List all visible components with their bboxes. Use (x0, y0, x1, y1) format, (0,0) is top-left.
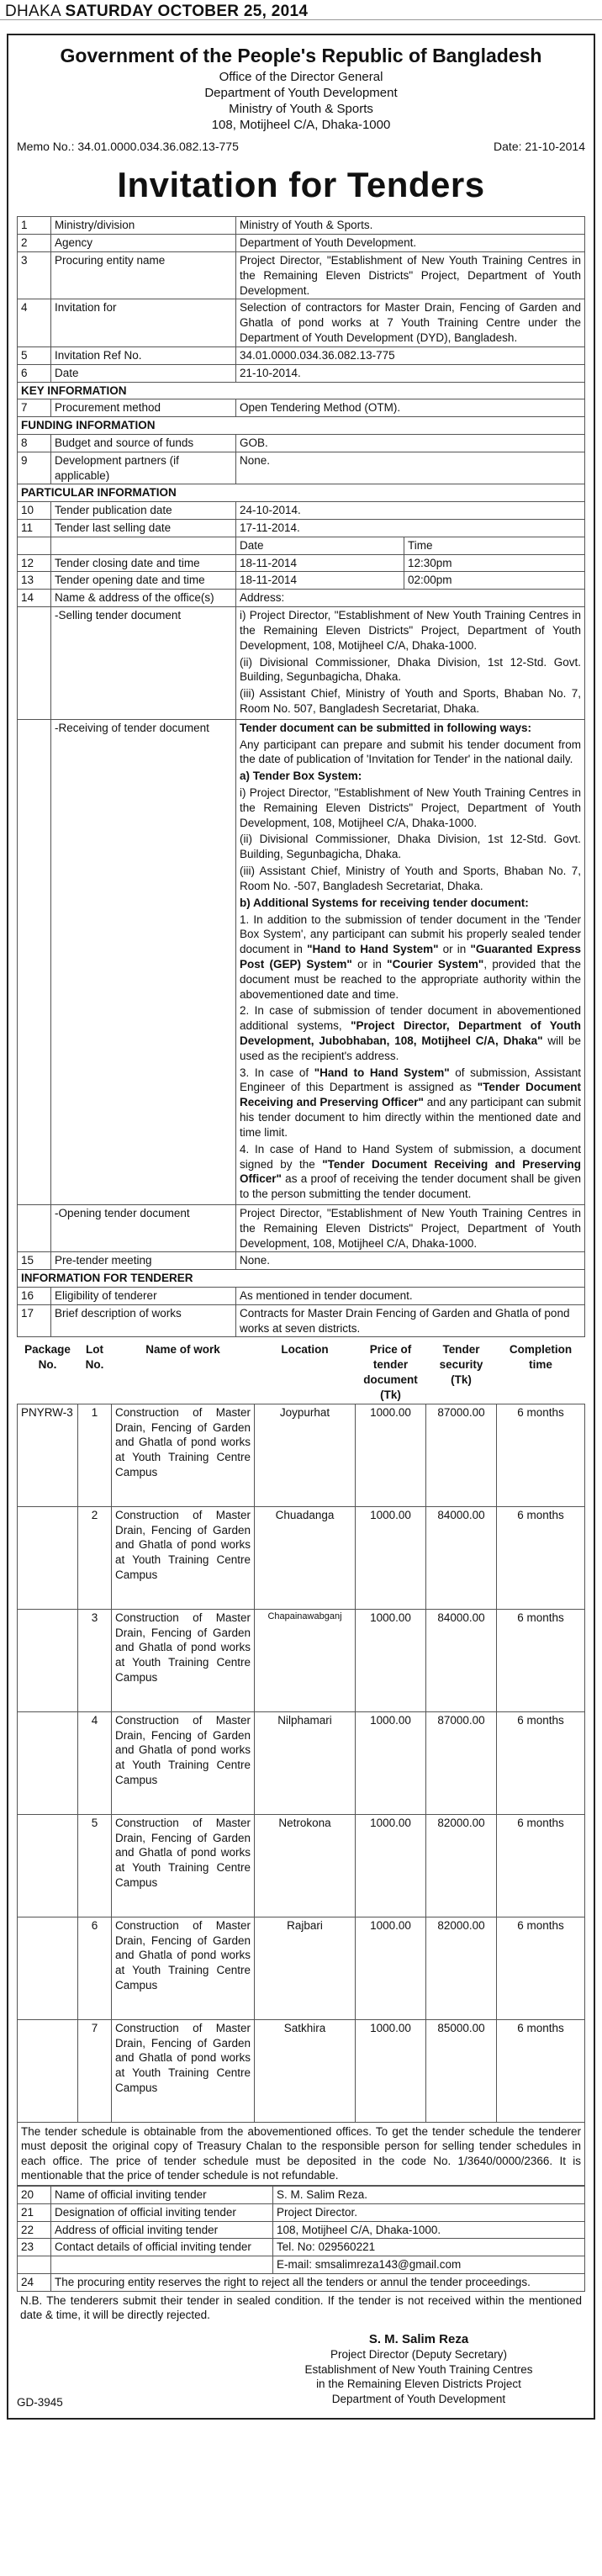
row-label: Invitation for (51, 299, 236, 346)
table-row (18, 502, 585, 520)
completion-time: 6 months (497, 1814, 585, 1917)
work-name: Construction of Master Drain, Fencing of Garden and Ghatla of pond works at Youth Training Centre Campus (112, 1609, 255, 1711)
work-header: Name of work (112, 1337, 255, 1404)
lot-row (18, 2019, 585, 2122)
row-label: Tender closing date and time (51, 554, 236, 572)
tender-box-address-3: (iii) Assistant Chief, Ministry of Youth and Sports, Bhaban No. 7, Room No. -507, Bangladesh Secretariat, Dhaka. (240, 865, 581, 892)
selling-address-3: (iii) Assistant Chief, Ministry of Youth and Sports, Bhaban No. 7, Room No. 507, Bangladesh Secretariat, Dhaka. (240, 687, 581, 715)
row-label: Brief description of works (51, 1304, 236, 1337)
section-heading (18, 484, 585, 502)
receiving-heading: Tender document can be submitted in following ways: (240, 721, 532, 734)
row-number: 1 (18, 217, 51, 235)
lots-table (17, 1337, 585, 2122)
official-address: 108, Motijheel C/A, Dhaka-1000. (273, 2221, 585, 2239)
row-number: 16 (18, 1288, 51, 1305)
masthead-city: DHAKA (5, 3, 61, 20)
tender-document-price: 1000.00 (356, 1404, 426, 1506)
time-header: Completion time (497, 1337, 585, 1404)
row-label: Name & address of the office(s) (51, 590, 236, 607)
row-value: 17-11-2014. (236, 520, 585, 537)
row-label: Designation of official inviting tender (51, 2203, 273, 2221)
lot-number: 6 (78, 1917, 112, 2019)
row-value: 24-10-2014. (236, 502, 585, 520)
completion-time: 6 months (497, 1711, 585, 1814)
lot-location: Chuadanga (255, 1506, 356, 1609)
lots-header-row (18, 1337, 585, 1404)
table-row (18, 1252, 585, 1270)
row-number: 20 (18, 2186, 51, 2203)
row-number: 5 (18, 346, 51, 364)
row-number: 4 (18, 299, 51, 346)
package-header: Package No. (18, 1337, 78, 1404)
lot-location: Satkhira (255, 2019, 356, 2122)
completion-time: 6 months (497, 2019, 585, 2122)
package-cell (18, 1711, 78, 1814)
official-contact (273, 2239, 585, 2256)
work-name: Construction of Master Drain, Fencing of Garden and Ghatla of pond works at Youth Training Centre Campus (112, 1711, 255, 1814)
nb-note: N.B. The tenderers submit their tender in sealed condition. If the tender is not received within the mentioned date & time, it will be directly rejected. (20, 2293, 582, 2322)
row-value: Ministry of Youth & Sports. (236, 217, 585, 235)
lot-number: 3 (78, 1609, 112, 1711)
official-email: E-mail: smsalimreza143@gmail.com (273, 2256, 585, 2274)
section-heading (18, 1270, 585, 1288)
row-number: 9 (18, 452, 51, 484)
row-number: 10 (18, 502, 51, 520)
tender-document-price: 1000.00 (356, 1917, 426, 2019)
table-row (18, 2186, 585, 2203)
package-cell (18, 1506, 78, 1609)
work-name: Construction of Master Drain, Fencing of Garden and Ghatla of pond works at Youth Training Centre Campus (112, 2019, 255, 2122)
additional-systems-heading: b) Additional Systems for receiving tender document: (240, 896, 529, 909)
table-row (18, 2256, 585, 2274)
row-number: 17 (18, 1304, 51, 1337)
row-value: 34.01.0000.034.36.082.13-775 (236, 346, 585, 364)
row-value: None. (236, 452, 585, 484)
tender-box-address-2: (ii) Divisional Commissioner, Dhaka Division, 1st 12-Std. Govt. Building, Segunbagicha, Dhaka. (240, 833, 581, 861)
row-label: Development partners (if applicable) (51, 452, 236, 484)
additional-system-1: 1. In addition to the submission of tender document in the 'Tender Box System', any participant can submit his properly sealed tender document in "Hand to Hand System" or in "Guaranted Express Post (GEP) System" or in "Courier System", provided that the document must be reached to the appropriate authority within the abovementioned date and time. (240, 912, 582, 1001)
row-label: Tender opening date and time (51, 572, 236, 590)
memo-date: Date: 21-10-2014 (494, 139, 585, 153)
row-value: Address: (236, 590, 585, 607)
row-number: 6 (18, 364, 51, 382)
row-value: Department of Youth Development. (236, 235, 585, 252)
table-row (18, 2221, 585, 2239)
lot-number: 7 (78, 2019, 112, 2122)
newspaper-masthead (0, 0, 602, 20)
table-row (18, 364, 585, 382)
closing-time: 12:30pm (404, 554, 585, 572)
section-information-for-tenderer: INFORMATION FOR TENDERER (18, 1270, 585, 1288)
lot-header: Lot No. (78, 1337, 112, 1404)
row-label: Address of official inviting tender (51, 2221, 273, 2239)
row-value: As mentioned in tender document. (236, 1288, 585, 1305)
header-block (17, 44, 585, 134)
table-row (18, 217, 585, 235)
additional-system-4: 4. In case of Hand to Hand System of submission, a document signed by the "Tender Document Receiving and Preserving Officer" as a proof of receiving the tender document shall be given to the person submitting the tender document. (240, 1142, 581, 1201)
ministry-line: Ministry of Youth & Sports (229, 102, 373, 117)
section-heading (18, 417, 585, 435)
tender-security: 82000.00 (426, 1917, 497, 2019)
additional-system-3: 3. In case of "Hand to Hand System" of submission, Assistant Engineer of this Department is assigned as "Tender Document Receiving and Preserving Officer" and any participant can submit his tender document to him directly within the mentioned date and time limit. (240, 1066, 582, 1139)
address-line: 108, Motijheel C/A, Dhaka-1000 (211, 118, 391, 133)
row-value: Selection of contractors for Master Drain, Fencing of Garden and Ghatla of pond works at 7 Youth Training Centre under the Department of Youth Development (DYD), Bangladesh. (236, 299, 585, 346)
date-column-header: Date (236, 537, 404, 554)
memo-row (17, 139, 585, 154)
selling-label: -Selling tender document (51, 607, 236, 720)
office-line: Office of the Director General (219, 69, 383, 84)
work-name: Construction of Master Drain, Fencing of Garden and Ghatla of pond works at Youth Training Centre Campus (112, 1814, 255, 1917)
row-value: GOB. (236, 434, 585, 452)
official-designation: Project Director. (273, 2203, 585, 2221)
completion-time: 6 months (497, 1609, 585, 1711)
tender-security: 84000.00 (426, 1506, 497, 1609)
lot-number: 1 (78, 1404, 112, 1506)
table-row (18, 554, 585, 572)
lot-location: Nilphamari (255, 1711, 356, 1814)
opening-label: -Opening tender document (51, 1204, 236, 1251)
table-row (18, 2273, 585, 2291)
row-number: 23 (18, 2239, 51, 2256)
page-title: Invitation for Tenders (117, 164, 485, 204)
lot-row (18, 1506, 585, 1609)
row-label: Invitation Ref No. (51, 346, 236, 364)
opening-time: 02:00pm (404, 572, 585, 590)
schedule-note: The tender schedule is obtainable from the abovementioned offices. To get the tender schedule the tenderer must deposit the original copy of Treasury Chalan to the responsible person for selling tender schedules in each office. The price of tender schedule must be deposited in the code No. 1/3640/0000/2366. It is mentionable that the price of tender schedule is not refundable. (17, 2123, 585, 2186)
officials-table (17, 2186, 585, 2292)
row-number: 15 (18, 1252, 51, 1270)
row-number: 13 (18, 572, 51, 590)
work-name: Construction of Master Drain, Fencing of Garden and Ghatla of pond works at Youth Training Centre Campus (112, 1506, 255, 1609)
row-label: Ministry/division (51, 217, 236, 235)
lot-row (18, 1404, 585, 1506)
table-row (18, 572, 585, 590)
row-label: Agency (51, 235, 236, 252)
lot-row (18, 1609, 585, 1711)
row-value: 21-10-2014. (236, 364, 585, 382)
lot-location: Rajbari (255, 1917, 356, 2019)
row-label: Procuring entity name (51, 252, 236, 299)
tender-document-price: 1000.00 (356, 1711, 426, 1814)
section-heading (18, 382, 585, 399)
row-number: 22 (18, 2221, 51, 2239)
signatory-designation: Project Director (Deputy Secretary) (330, 2348, 508, 2362)
price-header: Price of tender document (Tk) (356, 1337, 426, 1404)
table-row (18, 537, 585, 554)
row-label: Date (51, 364, 236, 382)
completion-time: 6 months (497, 1917, 585, 2019)
row-number: 8 (18, 434, 51, 452)
tender-box-address-1: i) Project Director, "Establishment of New Youth Training Centres in the Remaining Eleven Districts" Project, Department of Youth Development, 108, Motijheel C/A, Dhaka-1000. (240, 786, 581, 829)
row-label: Tender publication date (51, 502, 236, 520)
signatory-name: S. M. Salim Reza (368, 2331, 469, 2346)
opening-date: 18-11-2014 (236, 572, 404, 590)
receiving-details (236, 719, 585, 1204)
row-number: 3 (18, 252, 51, 299)
package-cell (18, 2019, 78, 2122)
reservation-clause: The procuring entity reserves the right to reject all the tenders or annul the tender proceedings. (51, 2273, 585, 2291)
lot-location: Netrokona (255, 1814, 356, 1917)
lot-number: 2 (78, 1506, 112, 1609)
tender-security: 87000.00 (426, 1404, 497, 1506)
closing-date: 18-11-2014 (236, 554, 404, 572)
masthead-date: SATURDAY OCTOBER 25, 2014 (65, 3, 309, 20)
department-line: Department of Youth Development (204, 86, 398, 101)
tender-document-price: 1000.00 (356, 1609, 426, 1711)
location-header: Location (255, 1337, 356, 1404)
selling-address-2: (ii) Divisional Commissioner, Dhaka Division, 1st 12-Std. Govt. Building, Segunbagicha, Dhaka. (240, 655, 581, 684)
section-particular-information: PARTICULAR INFORMATION (18, 484, 585, 502)
row-label: Procurement method (51, 399, 236, 417)
row-number: 24 (18, 2273, 51, 2291)
row-number: 2 (18, 235, 51, 252)
row-number: 12 (18, 554, 51, 572)
signatory-project-line-2: in the Remaining Eleven Districts Project (316, 2378, 521, 2391)
tender-document-price: 1000.00 (356, 1506, 426, 1609)
security-header: Tender security (Tk) (426, 1337, 497, 1404)
row-value: None. (236, 1252, 585, 1270)
lot-row (18, 1917, 585, 2019)
official-phone: Tel. No: 029560221 (277, 2240, 376, 2254)
selling-office-row (18, 607, 585, 720)
row-number: 7 (18, 399, 51, 417)
gd-number: GD-3945 (17, 2395, 63, 2409)
table-row (18, 434, 585, 452)
row-number: 14 (18, 590, 51, 607)
tender-security: 85000.00 (426, 2019, 497, 2122)
section-funding-information: FUNDING INFORMATION (18, 417, 585, 435)
row-label: Budget and source of funds (51, 434, 236, 452)
package-cell (18, 1814, 78, 1917)
table-row (18, 1304, 585, 1337)
lot-number: 4 (78, 1711, 112, 1814)
row-label: Pre-tender meeting (51, 1252, 236, 1270)
table-row (18, 399, 585, 417)
tender-document-price: 1000.00 (356, 2019, 426, 2122)
completion-time: 6 months (497, 1506, 585, 1609)
official-name: S. M. Salim Reza. (273, 2186, 585, 2203)
row-number: 21 (18, 2203, 51, 2221)
table-row (18, 299, 585, 346)
row-label: Eligibility of tenderer (51, 1288, 236, 1305)
table-row (18, 2203, 585, 2221)
info-table (17, 216, 585, 1337)
row-value: Project Director, "Establishment of New Youth Training Centres in the Remaining Eleven Districts" Project, Department of Youth Development. (236, 252, 585, 299)
lot-row (18, 1814, 585, 1917)
row-label: Contact details of official inviting tender (51, 2239, 273, 2256)
table-row (18, 235, 585, 252)
opening-office-row (18, 1204, 585, 1251)
package-cell: PNYRW-3 (18, 1404, 78, 1506)
receiving-office-row (18, 719, 585, 1204)
table-row (18, 2239, 585, 2256)
row-number: 11 (18, 520, 51, 537)
tender-document-price: 1000.00 (356, 1814, 426, 1917)
signatory-department: Department of Youth Development (331, 2393, 506, 2406)
section-key-information: KEY INFORMATION (18, 382, 585, 399)
receiving-intro: Any participant can prepare and submit his tender document from the date of publication of 'Invitation for Tender' in the national daily. (240, 738, 581, 766)
row-value: Contracts for Master Drain Fencing of Garden and Ghatla of pond works at seven districts. (236, 1304, 585, 1337)
lot-location: Chapainawabganj (255, 1609, 356, 1711)
table-row (18, 452, 585, 484)
row-label: Tender last selling date (51, 520, 236, 537)
table-row (18, 346, 585, 364)
completion-time: 6 months (497, 1404, 585, 1506)
package-cell (18, 1609, 78, 1711)
table-row (18, 1288, 585, 1305)
row-value: Open Tendering Method (OTM). (236, 399, 585, 417)
tender-advertisement (7, 34, 595, 2420)
lot-row (18, 1711, 585, 1814)
selling-address-1: i) Project Director, "Establishment of New Youth Training Centres in the Remaining Eleven Districts" Project, Department of Youth Development, 108, Motijheel C/A, Dhaka-1000. (240, 609, 581, 652)
work-name: Construction of Master Drain, Fencing of Garden and Ghatla of pond works at Youth Training Centre Campus (112, 1917, 255, 2019)
time-column-header: Time (404, 537, 585, 554)
row-label: Name of official inviting tender (51, 2186, 273, 2203)
lot-number: 5 (78, 1814, 112, 1917)
tender-security: 84000.00 (426, 1609, 497, 1711)
work-name: Construction of Master Drain, Fencing of Garden and Ghatla of pond works at Youth Training Centre Campus (112, 1404, 255, 1506)
tender-security: 82000.00 (426, 1814, 497, 1917)
tender-box-heading: a) Tender Box System: (240, 770, 362, 783)
table-row (18, 590, 585, 607)
opening-address: Project Director, "Establishment of New Youth Training Centres in the Remaining Eleven Districts" Project, Department of Youth Development, 108, Motijheel C/A, Dhaka-1000. (236, 1204, 585, 1251)
lot-location: Joypurhat (255, 1404, 356, 1506)
additional-system-2: 2. In case of submission of tender document in abovementioned additional systems, "Project Director, Department of Youth Development, Jubobhaban, 108, Motijheel C/A, Dhaka" will be used as the recipient's address. (240, 1004, 581, 1062)
signatory-project-line-1: Establishment of New Youth Training Centres (304, 2362, 533, 2376)
selling-addresses (236, 607, 585, 720)
table-row (18, 252, 585, 299)
table-row (18, 520, 585, 537)
lots-body (18, 1404, 585, 2122)
tender-security: 87000.00 (426, 1711, 497, 1814)
memo-number: Memo No.: 34.01.0000.034.36.082.13-775 (17, 139, 239, 153)
package-cell (18, 1917, 78, 2019)
government-title: Government of the People's Republic of Bangladesh (60, 45, 542, 66)
receiving-label: -Receiving of tender document (51, 719, 236, 1204)
